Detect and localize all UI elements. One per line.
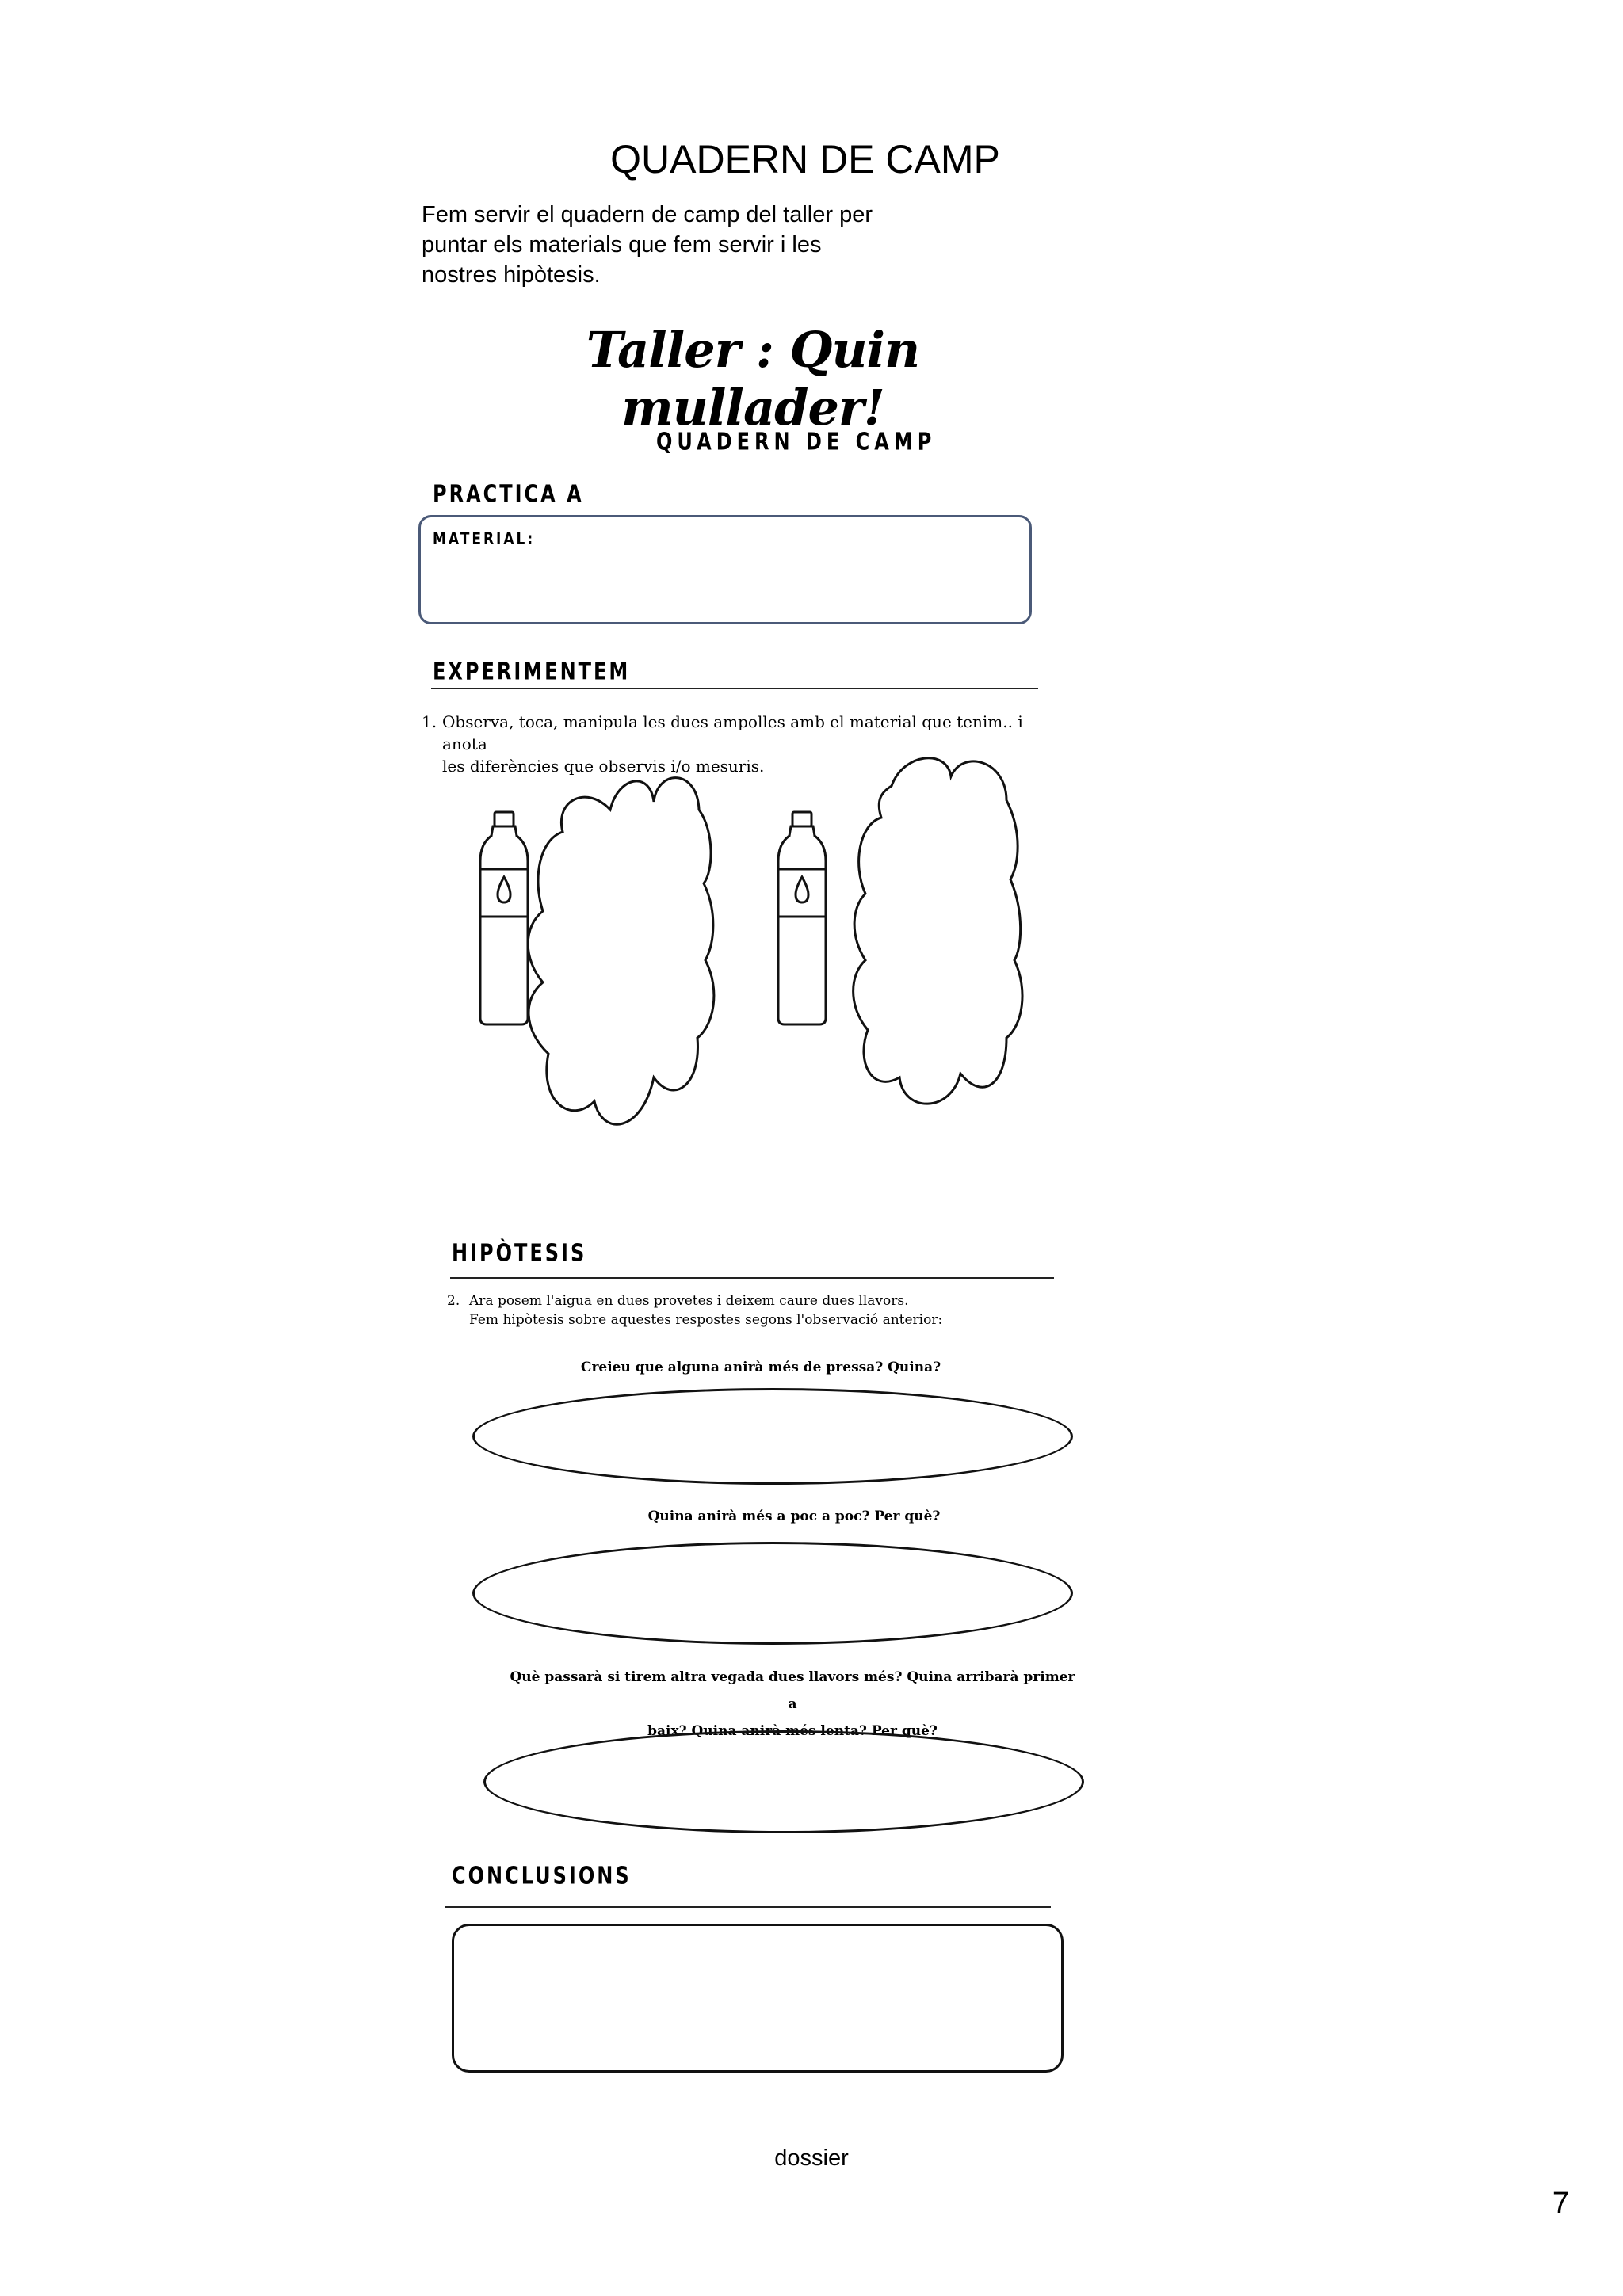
- question-line: Observa, toca, manipula les dues ampolles amb el material que tenim.. i anota: [442, 712, 1023, 753]
- answer-oval-slower[interactable]: [472, 1542, 1073, 1645]
- worksheet-subtitle: QUADERN DE CAMP: [656, 428, 937, 456]
- water-bottle-icon: [778, 812, 826, 1024]
- intro-line: Fem servir el quadern de camp del taller per: [422, 202, 873, 227]
- question-line: Fem hipòtesis sobre aquestes respostes segons l'observació anterior:: [469, 1312, 943, 1328]
- cloud-icon: [854, 758, 1022, 1104]
- question-number: 2.: [447, 1293, 460, 1309]
- page-number: 7: [1552, 2187, 1569, 2220]
- intro-line: puntar els materials que fem servir i les: [422, 232, 822, 257]
- experiment-heading: EXPERIMENTEM: [433, 658, 631, 685]
- worksheet-title: Taller : Quin mullader!: [586, 321, 920, 437]
- footer-label: dossier: [774, 2145, 849, 2171]
- cloud-icon: [528, 778, 714, 1124]
- divider: [431, 688, 1038, 689]
- question-line: Ara posem l'aigua en dues provetes i deixem caure dues llavors.: [469, 1293, 909, 1309]
- question-faster: Creieu que alguna anirà més de pressa? Quina?: [580, 1360, 941, 1375]
- conclusions-box[interactable]: [452, 1924, 1064, 2073]
- divider: [445, 1906, 1051, 1908]
- question-2: [447, 1291, 1018, 1329]
- conclusions-heading: CONCLUSIONS: [452, 1862, 632, 1890]
- hypothesis-heading: HIPÒTESIS: [452, 1239, 587, 1267]
- divider: [450, 1277, 1054, 1279]
- answer-oval-again[interactable]: [483, 1730, 1084, 1833]
- question-line: Què passarà si tirem altra vegada dues llavors més? Quina arribarà primer a: [510, 1669, 1075, 1712]
- question-number: 1.: [422, 712, 437, 731]
- practice-label: PRACTICA A: [433, 480, 584, 508]
- question-line: baix? Quina anirà més lenta? Per què?: [647, 1723, 938, 1739]
- bottle-cloud-drawing: [460, 753, 1062, 1165]
- intro-paragraph: [422, 200, 929, 290]
- material-label: MATERIAL:: [433, 529, 536, 549]
- intro-line: nostres hipòtesis.: [422, 262, 601, 288]
- page-title: QUADERN DE CAMP: [610, 137, 1000, 181]
- question-slower: Quina anirà més a poc a poc? Per què?: [647, 1508, 941, 1524]
- answer-oval-faster[interactable]: [472, 1388, 1073, 1485]
- question-line: les diferències que observis i/o mesuris.: [442, 757, 765, 776]
- water-bottle-icon: [480, 812, 528, 1024]
